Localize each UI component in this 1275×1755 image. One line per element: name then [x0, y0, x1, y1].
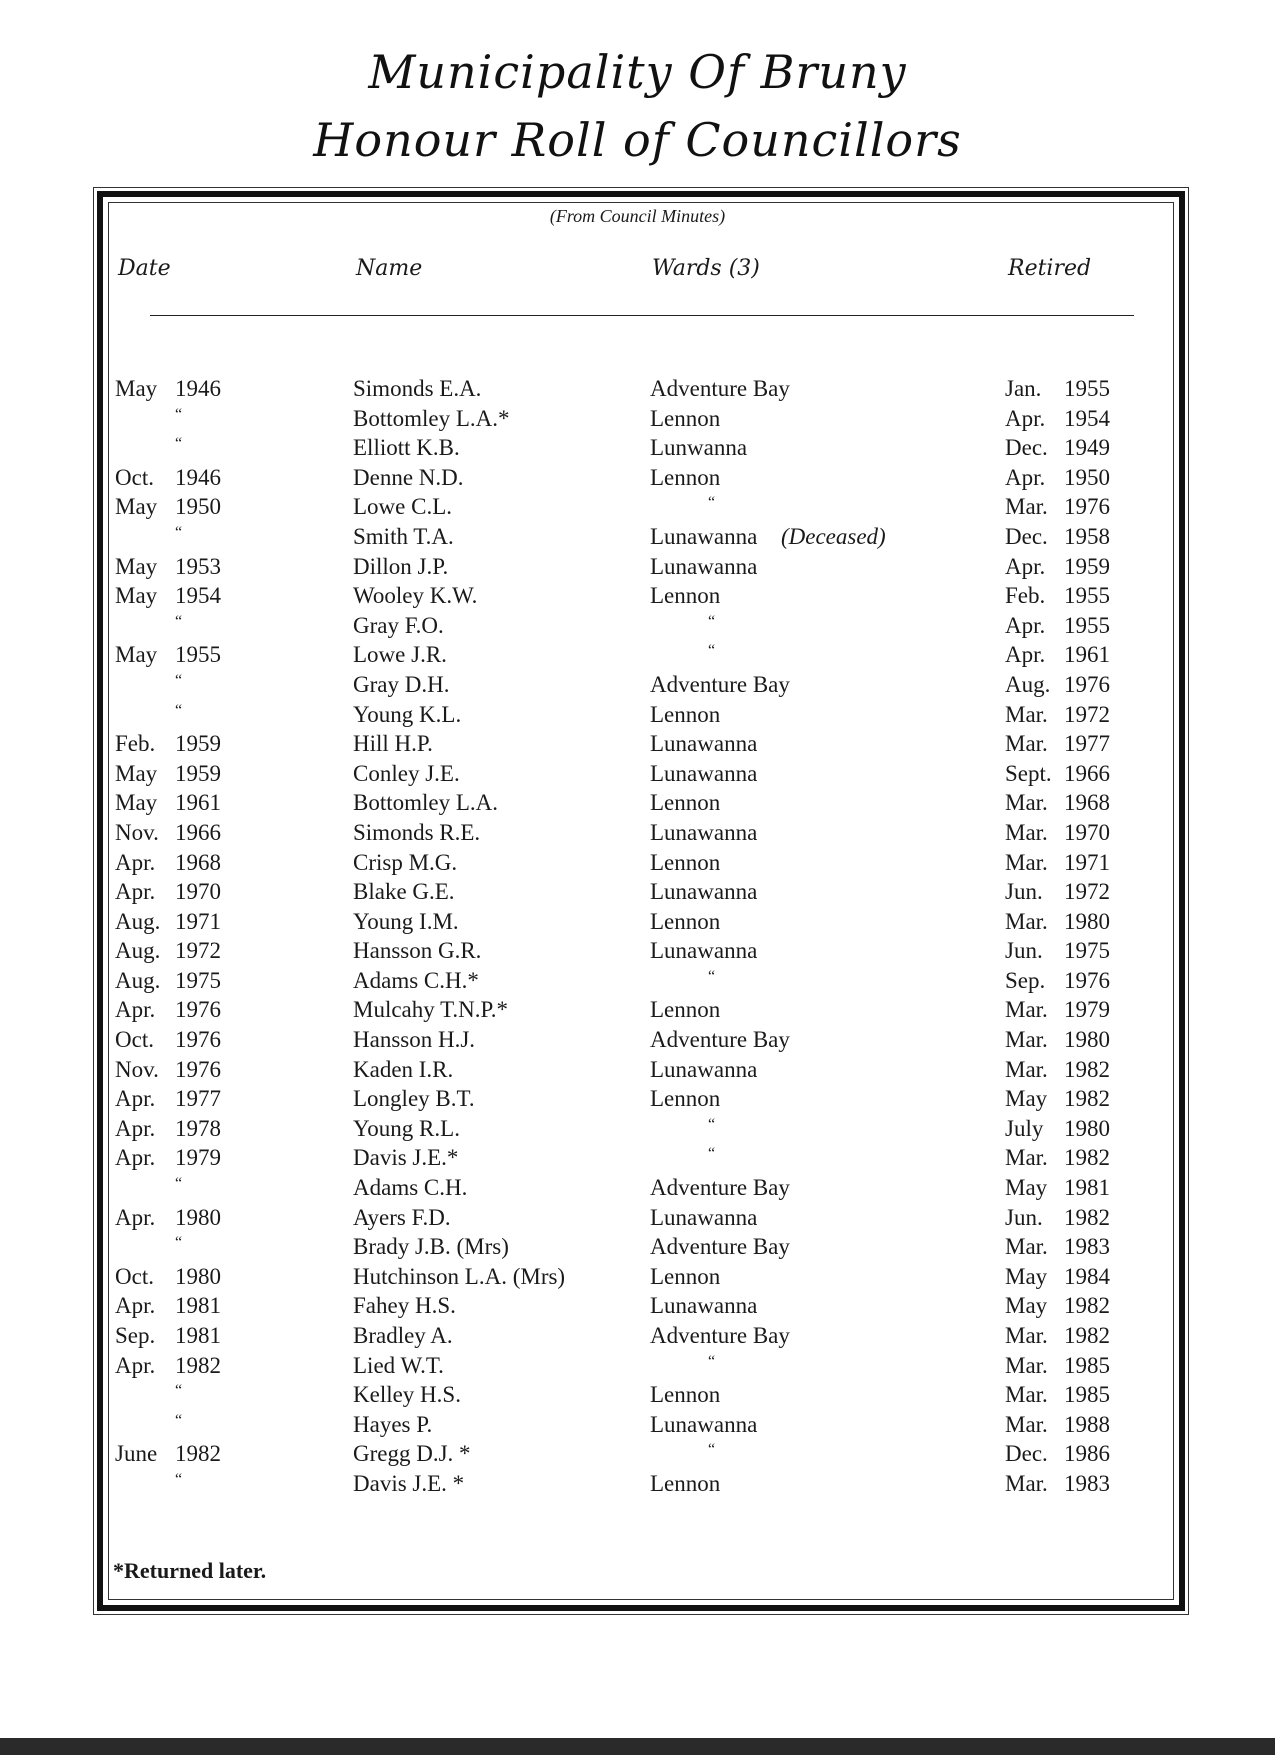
cell-ward: Lunwanna [650, 435, 748, 461]
cell-month: “ [175, 405, 183, 423]
cell-ryear: 1955 [1064, 612, 1110, 638]
cell-month: Apr. [115, 1145, 156, 1171]
table-row [0, 492, 1275, 522]
cell-rmonth: Mar. [1005, 1323, 1048, 1348]
cell-ward: “ [708, 612, 716, 630]
cell-name: Gray F.O. [353, 612, 444, 638]
table-row [0, 1055, 1275, 1085]
cell-rmonth: Mar. [1005, 1234, 1048, 1260]
cell-ryear: 1985 [1064, 1352, 1110, 1378]
cell-name: Kaden I.R. [353, 1056, 454, 1082]
table-row [0, 788, 1275, 818]
cell-ryear: 1955 [1064, 583, 1110, 609]
cell-rmonth: Mar. [1005, 701, 1048, 727]
cell-year: 1959 [175, 731, 221, 757]
table-row [0, 552, 1275, 582]
cell-month: Apr. [115, 1352, 156, 1378]
cell-year: 1976 [175, 1056, 221, 1082]
cell-name: Kelley H.S. [353, 1382, 461, 1408]
cell-ryear: 1985 [1064, 1382, 1110, 1408]
cell-ward: Lunawanna [650, 731, 758, 757]
cell-month: May [115, 642, 158, 668]
table-row [0, 818, 1275, 848]
cell-ward: Adventure Bay [650, 1027, 790, 1053]
cell-name: Elliott K.B. [353, 435, 460, 461]
cell-year: 1980 [175, 1263, 221, 1289]
cell-month: “ [175, 523, 183, 541]
column-header-wards: Wards (3) [652, 256, 760, 281]
cell-name: Hansson H.J. [353, 1027, 476, 1053]
cell-name: Gray D.H. [353, 671, 450, 697]
cell-name: Hayes P. [353, 1411, 433, 1437]
cell-ryear: 1976 [1064, 967, 1110, 993]
cell-name: Davis J.E.* [353, 1145, 459, 1171]
cell-note: (Deceased) [781, 523, 886, 549]
cell-year: 1971 [175, 908, 221, 934]
cell-ryear: 1972 [1064, 701, 1110, 727]
cell-ryear: 1971 [1064, 849, 1110, 875]
cell-ryear: 1958 [1064, 523, 1110, 549]
cell-rmonth: July [1005, 1115, 1044, 1141]
table-row [0, 1351, 1275, 1381]
cell-year: 1982 [175, 1441, 221, 1467]
cell-ryear: 1968 [1064, 790, 1110, 816]
cell-rmonth: May [1005, 1175, 1048, 1201]
table-row [0, 1262, 1275, 1292]
cell-month: “ [175, 1234, 183, 1252]
cell-ward: Lunawanna [650, 1411, 758, 1437]
cell-ward: Lennon [650, 1086, 721, 1112]
cell-name: Lied W.T. [353, 1352, 444, 1378]
table-row [0, 433, 1275, 463]
table-row [0, 877, 1275, 907]
cell-year: 1978 [175, 1115, 221, 1141]
cell-month: Aug. [115, 967, 161, 993]
table-row [0, 1439, 1275, 1469]
cell-year: 1980 [175, 1204, 221, 1230]
column-header-name: Name [356, 256, 423, 281]
cell-name: Young K.L. [353, 701, 462, 727]
cell-ryear: 1955 [1064, 376, 1110, 401]
table-row [0, 1291, 1275, 1321]
cell-ward: Adventure Bay [650, 1234, 790, 1260]
cell-name: Young R.L. [353, 1115, 460, 1141]
cell-rmonth: Sep. [1005, 967, 1046, 993]
cell-month: May [115, 376, 158, 401]
table-row [0, 1410, 1275, 1440]
cell-ward: “ [708, 1441, 716, 1459]
table-row [0, 759, 1275, 789]
cell-month: “ [175, 1411, 183, 1429]
cell-rmonth: Feb. [1005, 583, 1046, 609]
cell-name: Adams C.H.* [353, 967, 479, 993]
table-row [0, 1173, 1275, 1203]
cell-ward: Lunawanna [650, 1204, 758, 1230]
cell-rmonth: May [1005, 1263, 1048, 1289]
table-row [0, 729, 1275, 759]
cell-rmonth: Mar. [1005, 1145, 1048, 1171]
cell-ward: Lennon [650, 849, 721, 875]
cell-ryear: 1972 [1064, 879, 1110, 905]
cell-rmonth: Mar. [1005, 849, 1048, 875]
cell-name: Bradley A. [353, 1323, 453, 1348]
cell-rmonth: Dec. [1005, 435, 1048, 461]
cell-month: Apr. [115, 1086, 156, 1112]
cell-month: Oct. [115, 1263, 154, 1289]
cell-rmonth: Dec. [1005, 1441, 1048, 1467]
cell-ward: Lunawanna [650, 1056, 758, 1082]
cell-year: 1979 [175, 1145, 221, 1171]
cell-year: 1968 [175, 849, 221, 875]
cell-name: Lowe J.R. [353, 642, 447, 668]
cell-ryear: 1950 [1064, 464, 1110, 490]
cell-ryear: 1976 [1064, 494, 1110, 520]
cell-ward: Lunawanna [650, 1293, 758, 1319]
cell-month: Apr. [115, 1115, 156, 1141]
cell-month: “ [175, 1382, 183, 1400]
cell-name: Simonds E.A. [353, 376, 482, 401]
cell-rmonth: Jun. [1005, 938, 1043, 964]
cell-ward: Adventure Bay [650, 376, 790, 401]
cell-ryear: 1966 [1064, 760, 1110, 786]
cell-month: May [115, 790, 158, 816]
councillor-list [0, 374, 1275, 1499]
table-row [0, 374, 1275, 404]
cell-month: Apr. [115, 879, 156, 905]
cell-month: Nov. [115, 819, 159, 845]
cell-rmonth: Mar. [1005, 997, 1048, 1023]
cell-ryear: 1970 [1064, 819, 1110, 845]
cell-ryear: 1983 [1064, 1234, 1110, 1260]
table-row [0, 404, 1275, 434]
table-row [0, 966, 1275, 996]
cell-ryear: 1959 [1064, 553, 1110, 579]
cell-name: Crisp M.G. [353, 849, 458, 875]
cell-year: 1976 [175, 1027, 221, 1053]
cell-ward: “ [708, 494, 716, 512]
cell-ward: Lunawanna [650, 879, 758, 905]
cell-ward: Lennon [650, 1470, 721, 1496]
cell-name: Adams C.H. [353, 1175, 468, 1201]
cell-rmonth: Jun. [1005, 1204, 1043, 1230]
cell-year: 1970 [175, 879, 221, 905]
cell-name: Bottomley L.A.* [353, 405, 510, 431]
table-row [0, 907, 1275, 937]
cell-month: Sep. [115, 1323, 156, 1348]
cell-ryear: 1961 [1064, 642, 1110, 668]
cell-name: Smith T.A. [353, 523, 454, 549]
cell-month: May [115, 583, 158, 609]
cell-name: Hill H.P. [353, 731, 433, 757]
cell-name: Gregg D.J. * [353, 1441, 471, 1467]
table-row [0, 936, 1275, 966]
cell-ward: Adventure Bay [650, 1323, 790, 1348]
cell-month: “ [175, 701, 183, 719]
source-note: (From Council Minutes) [549, 206, 726, 226]
footnote: *Returned later. [113, 1558, 267, 1583]
cell-year: 1953 [175, 553, 221, 579]
cell-ryear: 1949 [1064, 435, 1110, 461]
cell-name: Ayers F.D. [353, 1204, 451, 1230]
cell-name: Hutchinson L.A. (Mrs) [353, 1263, 566, 1289]
cell-ward: Lennon [650, 997, 721, 1023]
cell-month: “ [175, 1175, 183, 1193]
cell-year: 1954 [175, 583, 221, 609]
cell-year: 1981 [175, 1293, 221, 1319]
table-row [0, 1380, 1275, 1410]
cell-month: Feb. [115, 731, 156, 757]
cell-rmonth: Aug. [1005, 671, 1051, 697]
cell-rmonth: Mar. [1005, 908, 1048, 934]
table-row [0, 581, 1275, 611]
cell-month: “ [175, 1470, 183, 1488]
cell-month: Apr. [115, 1293, 156, 1319]
cell-ward: Lunawanna [650, 523, 758, 549]
cell-ryear: 1982 [1064, 1145, 1110, 1171]
cell-month: “ [175, 671, 183, 689]
cell-month: Apr. [115, 849, 156, 875]
cell-ward: Lennon [650, 464, 721, 490]
document-subtitle-script: Honour Roll of Councillors [313, 113, 962, 167]
cell-rmonth: Apr. [1005, 642, 1046, 668]
cell-year: 1982 [175, 1352, 221, 1378]
cell-ryear: 1981 [1064, 1175, 1110, 1201]
cell-month: June [115, 1441, 158, 1467]
cell-ryear: 1976 [1064, 671, 1110, 697]
table-row [0, 522, 1275, 552]
cell-month: Oct. [115, 464, 154, 490]
cell-name: Denne N.D. [353, 464, 464, 490]
cell-rmonth: Mar. [1005, 819, 1048, 845]
cell-name: Brady J.B. (Mrs) [353, 1234, 509, 1260]
cell-ryear: 1954 [1064, 405, 1110, 431]
cell-ward: Lunawanna [650, 760, 758, 786]
cell-month: May [115, 760, 158, 786]
document-title: Municipality Of Bruny [368, 45, 907, 99]
column-header-retired: Retired [1008, 256, 1092, 281]
cell-ward: “ [708, 1352, 716, 1370]
column-header-date: Date [118, 256, 171, 281]
cell-ryear: 1982 [1064, 1323, 1110, 1348]
cell-ryear: 1984 [1064, 1263, 1110, 1289]
cell-year: 1977 [175, 1086, 221, 1112]
cell-ward: Lennon [650, 790, 721, 816]
cell-name: Simonds R.E. [353, 819, 481, 845]
cell-year: 1946 [175, 464, 221, 490]
table-row [0, 640, 1275, 670]
cell-rmonth: Mar. [1005, 494, 1048, 520]
cell-rmonth: Mar. [1005, 1027, 1048, 1053]
cell-rmonth: Mar. [1005, 790, 1048, 816]
table-row [0, 463, 1275, 493]
cell-ryear: 1988 [1064, 1411, 1110, 1437]
cell-year: 1976 [175, 997, 221, 1023]
cell-name: Blake G.E. [353, 879, 455, 905]
cell-month: Apr. [115, 997, 156, 1023]
cell-year: 1961 [175, 790, 221, 816]
cell-ryear: 1979 [1064, 997, 1110, 1023]
cell-ward: Adventure Bay [650, 671, 790, 697]
cell-ward: “ [708, 1115, 716, 1133]
table-row [0, 700, 1275, 730]
cell-year: 1955 [175, 642, 221, 668]
cell-rmonth: May [1005, 1086, 1048, 1112]
cell-year: 1966 [175, 819, 221, 845]
cell-rmonth: Jan. [1005, 376, 1042, 401]
cell-year: 1981 [175, 1323, 221, 1348]
cell-year: 1972 [175, 938, 221, 964]
cell-name: Lowe C.L. [353, 494, 453, 520]
cell-ryear: 1982 [1064, 1056, 1110, 1082]
page-bottom-edge [0, 1738, 1275, 1755]
cell-ryear: 1980 [1064, 908, 1110, 934]
cell-ward: Lunawanna [650, 819, 758, 845]
cell-year: 1975 [175, 967, 221, 993]
cell-rmonth: Apr. [1005, 405, 1046, 431]
cell-name: Davis J.E. * [353, 1470, 465, 1496]
cell-ward: Lennon [650, 583, 721, 609]
table-row [0, 1084, 1275, 1114]
cell-name: Bottomley L.A. [353, 790, 499, 816]
cell-ward: Lunawanna [650, 553, 758, 579]
cell-name: Hansson G.R. [353, 938, 482, 964]
cell-month: May [115, 553, 158, 579]
cell-ward: Lennon [650, 701, 721, 727]
cell-name: Fahey H.S. [353, 1293, 456, 1319]
cell-ward: Lunawanna [650, 938, 758, 964]
cell-rmonth: May [1005, 1293, 1048, 1319]
cell-rmonth: Mar. [1005, 1470, 1048, 1496]
table-row [0, 1321, 1275, 1351]
cell-rmonth: Mar. [1005, 1382, 1048, 1408]
cell-ward: Lennon [650, 1382, 721, 1408]
cell-rmonth: Apr. [1005, 553, 1046, 579]
cell-rmonth: Jun. [1005, 879, 1043, 905]
table-row [0, 1114, 1275, 1144]
cell-ryear: 1983 [1064, 1470, 1110, 1496]
cell-month: May [115, 494, 158, 520]
cell-month: Aug. [115, 938, 161, 964]
table-row [0, 1232, 1275, 1262]
cell-year: 1959 [175, 760, 221, 786]
cell-name: Young I.M. [353, 908, 459, 934]
cell-ward: Lennon [650, 1263, 721, 1289]
cell-name: Mulcahy T.N.P.* [353, 997, 509, 1023]
cell-ward: Lennon [650, 908, 721, 934]
cell-ward: “ [708, 1145, 716, 1163]
cell-rmonth: Mar. [1005, 731, 1048, 757]
cell-month: Apr. [115, 1204, 156, 1230]
table-row [0, 670, 1275, 700]
cell-rmonth: Mar. [1005, 1411, 1048, 1437]
cell-name: Wooley K.W. [353, 583, 478, 609]
cell-year: 1946 [175, 376, 221, 401]
cell-month: Oct. [115, 1027, 154, 1053]
cell-ward: “ [708, 967, 716, 985]
table-row [0, 848, 1275, 878]
cell-ward: Lennon [650, 405, 721, 431]
cell-rmonth: Mar. [1005, 1056, 1048, 1082]
cell-rmonth: Dec. [1005, 523, 1048, 549]
table-row [0, 1143, 1275, 1173]
cell-rmonth: Mar. [1005, 1352, 1048, 1378]
cell-month: “ [175, 612, 183, 630]
cell-month: “ [175, 435, 183, 453]
cell-ward: Adventure Bay [650, 1175, 790, 1201]
cell-ryear: 1982 [1064, 1204, 1110, 1230]
cell-rmonth: Apr. [1005, 612, 1046, 638]
cell-month: Nov. [115, 1056, 159, 1082]
header-rule [150, 315, 1134, 316]
cell-ryear: 1975 [1064, 938, 1110, 964]
cell-ryear: 1980 [1064, 1115, 1110, 1141]
cell-rmonth: Sept. [1005, 760, 1052, 786]
table-row [0, 1025, 1275, 1055]
cell-ryear: 1982 [1064, 1086, 1110, 1112]
cell-ryear: 1982 [1064, 1293, 1110, 1319]
cell-name: Dillon J.P. [353, 553, 449, 579]
table-row [0, 611, 1275, 641]
cell-ward: “ [708, 642, 716, 660]
cell-ryear: 1980 [1064, 1027, 1110, 1053]
cell-rmonth: Apr. [1005, 464, 1046, 490]
cell-ryear: 1977 [1064, 731, 1110, 757]
table-row [0, 995, 1275, 1025]
cell-name: Conley J.E. [353, 760, 460, 786]
cell-name: Longley B.T. [353, 1086, 475, 1112]
table-row [0, 1469, 1275, 1499]
table-row [0, 1203, 1275, 1233]
cell-year: 1950 [175, 494, 221, 520]
cell-month: Aug. [115, 908, 161, 934]
cell-ryear: 1986 [1064, 1441, 1110, 1467]
